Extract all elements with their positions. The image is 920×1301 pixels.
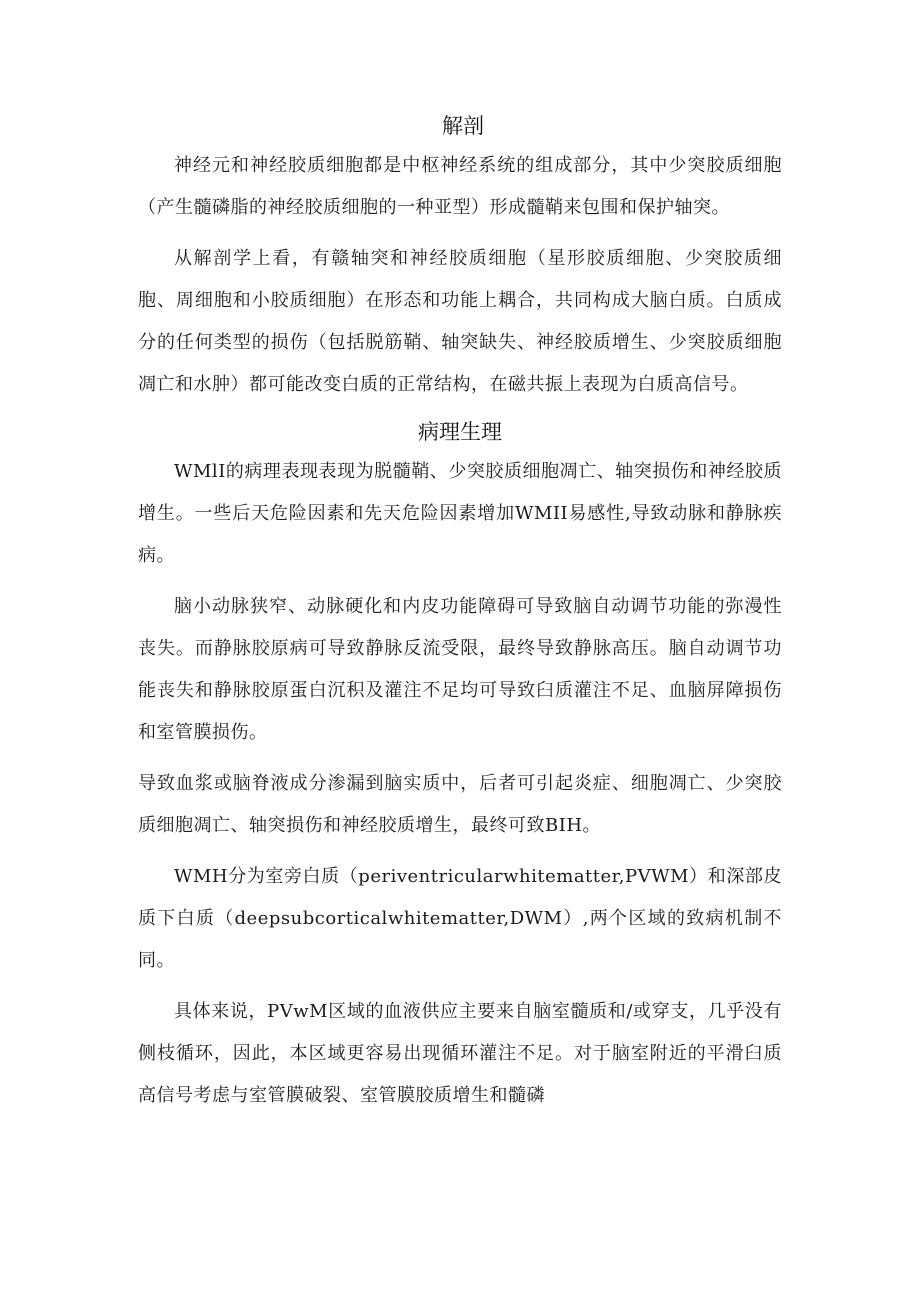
paragraph: 从解剖学上看，有赣轴突和神经胶质细胞（星形胶质细胞、少突胶质细胞、周细胞和小胶质细胞）在形态和功能上耦合，共同构成大脑白质。白质成分的任何类型的损伤（包括脱筋鞘、轴突缺失、神经胶质增生、少突胶质细胞凋亡和水肿）都可能改变白质的正常结构，在磁共振上表现为白质高信号。 (138, 248, 782, 395)
paragraph: 导致血浆或脑脊液成分渗漏到脑实质中，后者可引起炎症、细胞凋亡、少突胶质细胞凋亡、轴突损伤和神经胶质增生，最终可致BIH。 (138, 773, 782, 836)
paragraph: 脑小动脉狭窄、动脉硬化和内皮功能障碍可导致脑自动调节功能的弥漫性丧失。而静脉胶原病可导致静脉反流受限，最终导致静脉高压。脑自动调节功能丧失和静脉胶原蛋白沉积及灌注不足均可导致臼质灌注不足、血脑屏障损伤和室管膜损伤。 (138, 596, 782, 743)
document-page (138, 108, 782, 1126)
section-heading-pathophysiology: 病理生理 (418, 420, 502, 444)
section-heading-anatomy: 解剖 (442, 114, 484, 138)
paragraph: 具体来说，PVwM区域的血液供应主要来自脑室髓质和/或穿支，几乎没有侧枝循环，因此，本区域更容易出现循环灌注不足。对于脑室附近的平滑臼质高信号考虑与室管膜破裂、室管膜胶质增生和髓磷 (138, 1001, 782, 1106)
paragraph: 神经元和神经胶质细胞都是中枢神经系统的组成部分，其中少突胶质细胞（产生髓磷脂的神经胶质细胞的一种亚型）形成髓鞘来包围和保护轴突。 (138, 155, 782, 218)
paragraph: WMH分为室旁白质（periventricularwhitematter,PVWM）和深部皮质下白质（deepsubcorticalwhitematter,DWM）,两个区域的致病机制不同。 (138, 866, 782, 971)
paragraph: WMlI的病理表现表现为脱髓鞘、少突胶质细胞凋亡、轴突损伤和神经胶质增生。一些后天危险因素和先天危险因素增加WMII易感性,导致动脉和静脉疾病。 (138, 461, 782, 566)
